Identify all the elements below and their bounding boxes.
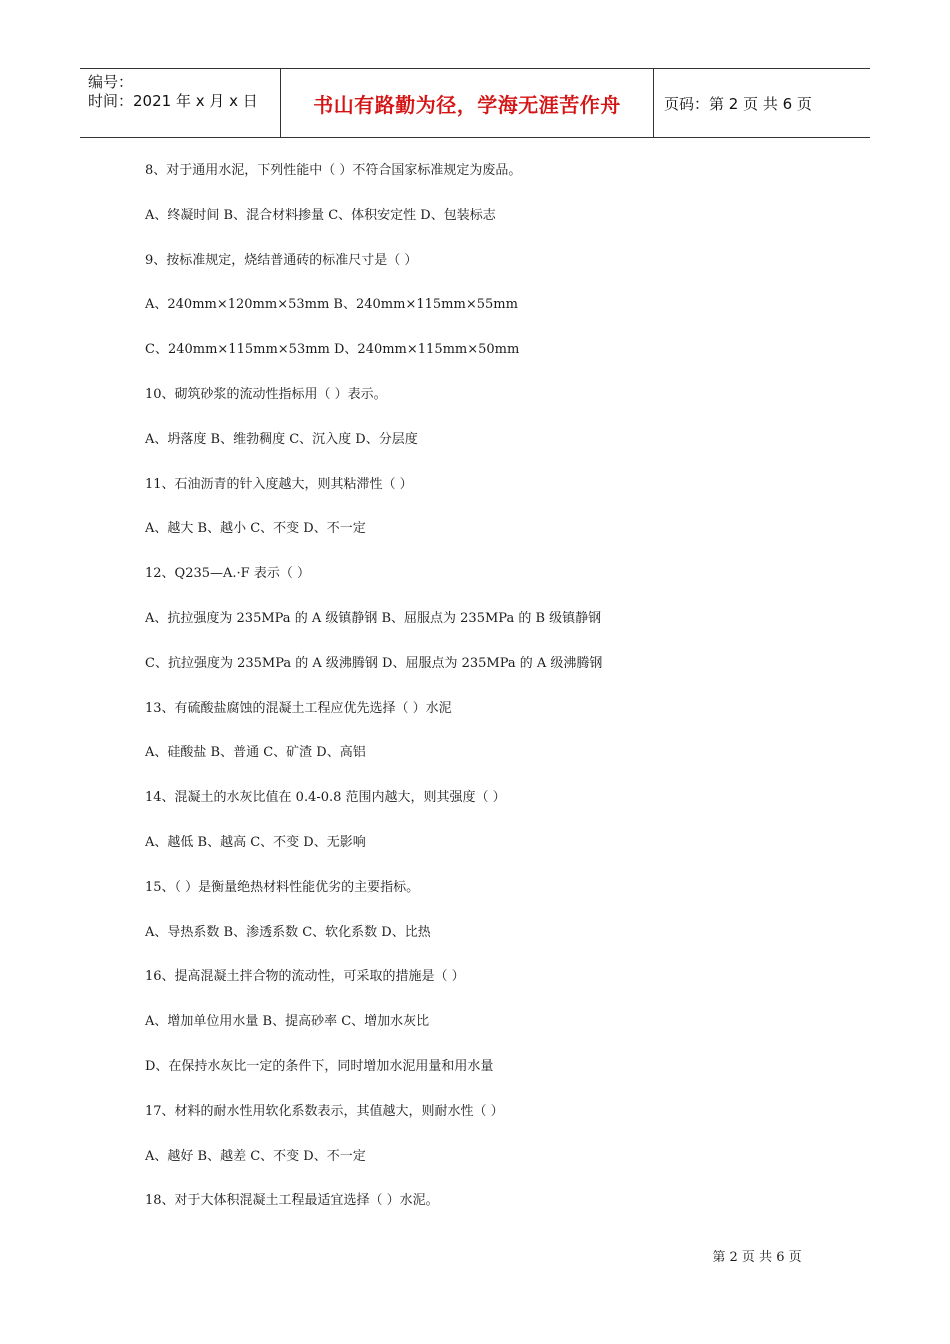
page-indicator: 页码：第 2 页 共 6 页 bbox=[664, 94, 812, 113]
text-line: 14、混凝土的水灰比值在 0.4-0.8 范围内越大，则其强度（ ） bbox=[145, 790, 506, 806]
text-line: 12、Q235—A.·F 表示（ ） bbox=[145, 566, 310, 582]
text-line: A、越大 B、越小 C、不变 D、不一定 bbox=[145, 521, 366, 537]
text-line: A、导热系数 B、渗透系数 C、软化系数 D、比热 bbox=[145, 924, 431, 940]
page-header bbox=[80, 68, 870, 138]
text-line: 13、有硫酸盐腐蚀的混凝土工程应优先选择（ ）水泥 bbox=[145, 700, 452, 716]
text-line: A、坍落度 B、维勃稠度 C、沉入度 D、分层度 bbox=[145, 431, 418, 447]
header-info bbox=[80, 69, 281, 137]
question-content bbox=[145, 160, 845, 1235]
text-line: 8、对于通用水泥，下列性能中（ ）不符合国家标准规定为废品。 bbox=[145, 163, 522, 178]
text-line: C、240mm×115mm×53mm D、240mm×115mm×50mm bbox=[145, 342, 520, 358]
text-line: A、抗拉强度为 235MPa 的 A 级镇静钢 B、屈服点为 235MPa 的 B 级镇静钢 bbox=[145, 610, 602, 626]
number-label: 编号： bbox=[88, 73, 134, 91]
text-line: C、抗拉强度为 235MPa 的 A 级沸腾钢 D、屈服点为 235MPa 的 A 级沸腾钢 bbox=[145, 655, 603, 671]
text-line: A、240mm×120mm×53mm B、240mm×115mm×55mm bbox=[145, 297, 518, 313]
text-line: 15、（ ）是衡量绝热材料性能优劣的主要指标。 bbox=[145, 879, 420, 895]
text-line: A、增加单位用水量 B、提高砂率 C、增加水灰比 bbox=[145, 1014, 430, 1030]
text-line: 18、对于大体积混凝土工程最适宜选择（ ）水泥。 bbox=[145, 1193, 439, 1209]
text-line: 9、按标准规定，烧结普通砖的标准尺寸是（ ） bbox=[145, 252, 418, 268]
footer-page-number: 第 2 页 共 6 页 bbox=[712, 1250, 802, 1265]
text-line: D、在保持水灰比一定的条件下，同时增加水泥用量和用水量 bbox=[145, 1058, 494, 1074]
text-line: 10、砌筑砂浆的流动性指标用（ ）表示。 bbox=[145, 386, 387, 402]
text-line: 16、提高混凝土拌合物的流动性，可采取的措施是（ ） bbox=[145, 969, 465, 985]
header-motto-cell bbox=[281, 69, 654, 137]
text-line: A、硅酸盐 B、普通 C、矿渣 D、高铝 bbox=[145, 745, 366, 761]
motto: 书山有路勤为径，学海无涯苦作舟 bbox=[313, 92, 621, 117]
text-line: 17、材料的耐水性用软化系数表示，其值越大，则耐水性（ ） bbox=[145, 1103, 504, 1119]
page-footer bbox=[0, 1246, 950, 1265]
header-page-cell bbox=[654, 69, 870, 137]
time-label: 时间：2021 年 x 月 x 日 bbox=[88, 92, 258, 110]
text-line: 11、石油沥青的针入度越大，则其粘滞性（ ） bbox=[145, 476, 413, 492]
text-line: A、越低 B、越高 C、不变 D、无影响 bbox=[145, 834, 366, 850]
text-line: A、越好 B、越差 C、不变 D、不一定 bbox=[145, 1148, 366, 1164]
text-line: A、终凝时间 B、混合材料掺量 C、体积安定性 D、包装标志 bbox=[145, 207, 496, 223]
